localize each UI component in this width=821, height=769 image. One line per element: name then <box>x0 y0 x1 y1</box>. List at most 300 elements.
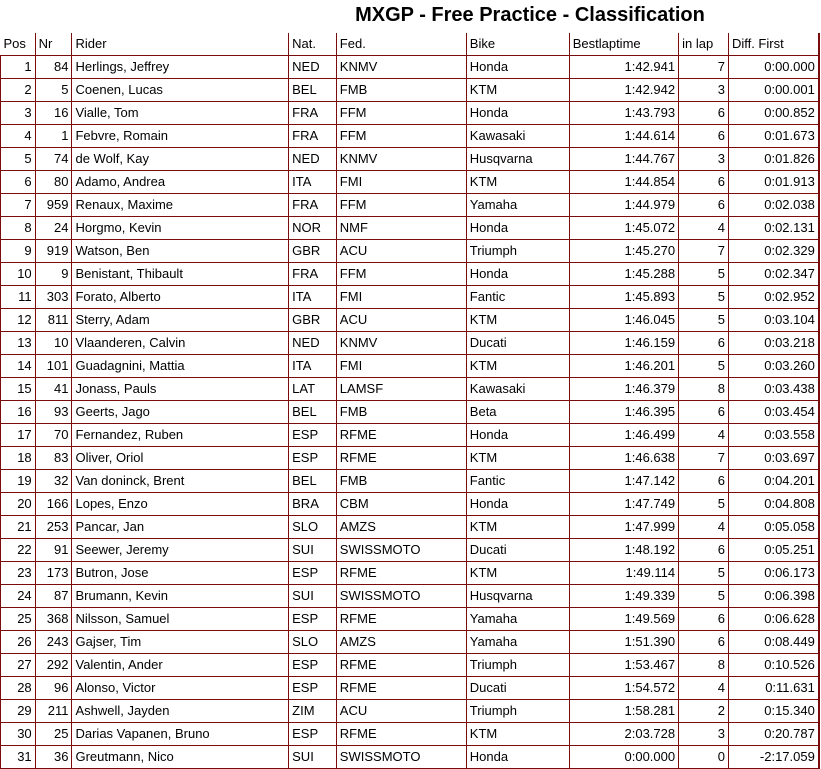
cell-bestlaptime: 1:44.979 <box>569 194 678 217</box>
cell-diff-first: 0:03.454 <box>728 401 818 424</box>
cell-diff-first: 0:02.131 <box>728 217 818 240</box>
cell-in-lap: 6 <box>679 194 729 217</box>
cell-nr: 5 <box>35 79 72 102</box>
cell-nat: ESP <box>289 723 337 746</box>
cell-nr: 87 <box>35 585 72 608</box>
cell-bestlaptime: 1:46.201 <box>569 355 678 378</box>
cell-nat: ZIM <box>289 700 337 723</box>
cell-bike: Honda <box>466 493 569 516</box>
cell-fed: FFM <box>336 125 466 148</box>
cell-in-lap: 4 <box>679 424 729 447</box>
table-row <box>1 378 820 401</box>
cell-fed: LAMSF <box>336 378 466 401</box>
cell-diff-first: 0:02.952 <box>728 286 818 309</box>
cell-rider: Seewer, Jeremy <box>72 539 289 562</box>
cell-extra <box>818 493 819 516</box>
cell-nr: 959 <box>35 194 72 217</box>
cell-pos: 19 <box>1 470 36 493</box>
cell-fed: KNMV <box>336 332 466 355</box>
cell-bike: Honda <box>466 746 569 769</box>
cell-diff-first: 0:04.201 <box>728 470 818 493</box>
cell-bestlaptime: 1:47.999 <box>569 516 678 539</box>
cell-in-lap: 6 <box>679 401 729 424</box>
classification-table <box>0 33 820 769</box>
table-row <box>1 194 820 217</box>
cell-extra <box>818 677 819 700</box>
cell-diff-first: 0:15.340 <box>728 700 818 723</box>
cell-diff-first: 0:05.251 <box>728 539 818 562</box>
table-row <box>1 332 820 355</box>
cell-rider: Ashwell, Jayden <box>72 700 289 723</box>
cell-rider: Pancar, Jan <box>72 516 289 539</box>
cell-rider: Vialle, Tom <box>72 102 289 125</box>
cell-bike: KTM <box>466 723 569 746</box>
column-header-fed: Fed. <box>336 33 466 56</box>
cell-extra <box>818 309 819 332</box>
cell-diff-first: 0:10.526 <box>728 654 818 677</box>
cell-nr: 32 <box>35 470 72 493</box>
cell-fed: FMB <box>336 401 466 424</box>
cell-fed: ACU <box>336 309 466 332</box>
table-row <box>1 447 820 470</box>
cell-diff-first: 0:01.673 <box>728 125 818 148</box>
cell-nr: 303 <box>35 286 72 309</box>
cell-extra <box>818 378 819 401</box>
column-header-in-lap: in lap <box>679 33 729 56</box>
cell-bike: Husqvarna <box>466 148 569 171</box>
cell-extra <box>818 240 819 263</box>
cell-rider: Butron, Jose <box>72 562 289 585</box>
cell-nat: GBR <box>289 240 337 263</box>
cell-in-lap: 5 <box>679 263 729 286</box>
cell-nat: FRA <box>289 102 337 125</box>
cell-in-lap: 7 <box>679 447 729 470</box>
cell-extra <box>818 194 819 217</box>
cell-nr: 70 <box>35 424 72 447</box>
cell-pos: 15 <box>1 378 36 401</box>
column-header-extra <box>818 33 819 56</box>
cell-bestlaptime: 1:54.572 <box>569 677 678 700</box>
cell-bike: Honda <box>466 102 569 125</box>
cell-fed: ACU <box>336 240 466 263</box>
cell-in-lap: 2 <box>679 700 729 723</box>
cell-bestlaptime: 1:46.379 <box>569 378 678 401</box>
cell-in-lap: 5 <box>679 562 729 585</box>
cell-fed: AMZS <box>336 516 466 539</box>
cell-bestlaptime: 1:45.270 <box>569 240 678 263</box>
cell-in-lap: 4 <box>679 677 729 700</box>
cell-pos: 1 <box>1 56 36 79</box>
cell-bike: KTM <box>466 562 569 585</box>
cell-extra <box>818 562 819 585</box>
table-row <box>1 562 820 585</box>
cell-nat: FRA <box>289 125 337 148</box>
cell-extra <box>818 447 819 470</box>
cell-in-lap: 4 <box>679 217 729 240</box>
cell-diff-first: 0:00.001 <box>728 79 818 102</box>
cell-nat: ESP <box>289 677 337 700</box>
cell-pos: 7 <box>1 194 36 217</box>
cell-fed: FFM <box>336 263 466 286</box>
table-row <box>1 746 820 769</box>
cell-in-lap: 6 <box>679 470 729 493</box>
cell-fed: CBM <box>336 493 466 516</box>
cell-in-lap: 8 <box>679 654 729 677</box>
table-row <box>1 631 820 654</box>
cell-rider: Brumann, Kevin <box>72 585 289 608</box>
cell-bike: KTM <box>466 309 569 332</box>
cell-nr: 91 <box>35 539 72 562</box>
cell-pos: 22 <box>1 539 36 562</box>
cell-rider: Gajser, Tim <box>72 631 289 654</box>
cell-bestlaptime: 1:49.114 <box>569 562 678 585</box>
cell-diff-first: 0:03.558 <box>728 424 818 447</box>
cell-diff-first: 0:03.218 <box>728 332 818 355</box>
cell-fed: FMI <box>336 286 466 309</box>
column-header-nr: Nr <box>35 33 72 56</box>
cell-pos: 27 <box>1 654 36 677</box>
cell-nr: 1 <box>35 125 72 148</box>
table-row <box>1 171 820 194</box>
cell-nat: ESP <box>289 447 337 470</box>
cell-diff-first: 0:02.347 <box>728 263 818 286</box>
cell-diff-first: 0:01.826 <box>728 148 818 171</box>
cell-rider: Guadagnini, Mattia <box>72 355 289 378</box>
cell-extra <box>818 286 819 309</box>
cell-nat: SUI <box>289 539 337 562</box>
cell-rider: Jonass, Pauls <box>72 378 289 401</box>
cell-pos: 3 <box>1 102 36 125</box>
cell-rider: Fernandez, Ruben <box>72 424 289 447</box>
cell-bestlaptime: 1:46.499 <box>569 424 678 447</box>
cell-extra <box>818 125 819 148</box>
cell-fed: FMI <box>336 171 466 194</box>
cell-bike: KTM <box>466 516 569 539</box>
table-row <box>1 401 820 424</box>
cell-fed: RFME <box>336 562 466 585</box>
cell-fed: RFME <box>336 723 466 746</box>
cell-fed: SWISSMOTO <box>336 746 466 769</box>
cell-fed: KNMV <box>336 56 466 79</box>
table-row <box>1 424 820 447</box>
cell-extra <box>818 332 819 355</box>
cell-rider: de Wolf, Kay <box>72 148 289 171</box>
cell-bestlaptime: 1:51.390 <box>569 631 678 654</box>
cell-bike: Ducati <box>466 539 569 562</box>
cell-bestlaptime: 1:46.395 <box>569 401 678 424</box>
column-header-rider: Rider <box>72 33 289 56</box>
cell-bike: KTM <box>466 79 569 102</box>
cell-fed: RFME <box>336 654 466 677</box>
cell-pos: 28 <box>1 677 36 700</box>
cell-extra <box>818 631 819 654</box>
table-row <box>1 79 820 102</box>
table-row <box>1 355 820 378</box>
cell-bike: Triumph <box>466 700 569 723</box>
cell-bestlaptime: 1:48.192 <box>569 539 678 562</box>
cell-fed: KNMV <box>336 148 466 171</box>
cell-bestlaptime: 2:03.728 <box>569 723 678 746</box>
cell-nr: 74 <box>35 148 72 171</box>
cell-fed: AMZS <box>336 631 466 654</box>
cell-nat: BRA <box>289 493 337 516</box>
cell-extra <box>818 470 819 493</box>
cell-in-lap: 5 <box>679 286 729 309</box>
cell-bike: KTM <box>466 447 569 470</box>
cell-in-lap: 7 <box>679 240 729 263</box>
cell-pos: 8 <box>1 217 36 240</box>
cell-bestlaptime: 1:43.793 <box>569 102 678 125</box>
cell-fed: ACU <box>336 700 466 723</box>
cell-diff-first: 0:06.628 <box>728 608 818 631</box>
cell-bike: Beta <box>466 401 569 424</box>
cell-extra <box>818 56 819 79</box>
cell-rider: Renaux, Maxime <box>72 194 289 217</box>
cell-bestlaptime: 1:49.339 <box>569 585 678 608</box>
cell-extra <box>818 217 819 240</box>
cell-fed: SWISSMOTO <box>336 585 466 608</box>
cell-diff-first: 0:08.449 <box>728 631 818 654</box>
cell-nr: 292 <box>35 654 72 677</box>
cell-fed: FMI <box>336 355 466 378</box>
cell-pos: 2 <box>1 79 36 102</box>
cell-rider: Lopes, Enzo <box>72 493 289 516</box>
cell-bike: Yamaha <box>466 608 569 631</box>
table-row <box>1 516 820 539</box>
cell-in-lap: 6 <box>679 608 729 631</box>
cell-bestlaptime: 1:47.749 <box>569 493 678 516</box>
cell-pos: 30 <box>1 723 36 746</box>
cell-extra <box>818 355 819 378</box>
table-row <box>1 585 820 608</box>
cell-bike: Fantic <box>466 286 569 309</box>
cell-pos: 9 <box>1 240 36 263</box>
table-header-row <box>1 33 820 56</box>
table-row <box>1 148 820 171</box>
cell-pos: 10 <box>1 263 36 286</box>
cell-diff-first: 0:06.173 <box>728 562 818 585</box>
cell-rider: Vlaanderen, Calvin <box>72 332 289 355</box>
cell-nr: 80 <box>35 171 72 194</box>
cell-nr: 16 <box>35 102 72 125</box>
table-row <box>1 654 820 677</box>
cell-bike: Honda <box>466 424 569 447</box>
cell-nat: ESP <box>289 654 337 677</box>
cell-bestlaptime: 1:49.569 <box>569 608 678 631</box>
cell-bike: Kawasaki <box>466 378 569 401</box>
cell-extra <box>818 148 819 171</box>
cell-pos: 17 <box>1 424 36 447</box>
cell-nr: 811 <box>35 309 72 332</box>
cell-fed: RFME <box>336 677 466 700</box>
cell-nat: SLO <box>289 631 337 654</box>
cell-rider: Benistant, Thibault <box>72 263 289 286</box>
cell-in-lap: 3 <box>679 723 729 746</box>
table-row <box>1 286 820 309</box>
cell-nat: BEL <box>289 401 337 424</box>
cell-diff-first: 0:00.852 <box>728 102 818 125</box>
cell-nr: 243 <box>35 631 72 654</box>
table-row <box>1 493 820 516</box>
cell-in-lap: 6 <box>679 125 729 148</box>
cell-extra <box>818 539 819 562</box>
column-header-bike: Bike <box>466 33 569 56</box>
cell-bestlaptime: 0:00.000 <box>569 746 678 769</box>
cell-diff-first: 0:20.787 <box>728 723 818 746</box>
cell-bike: Ducati <box>466 332 569 355</box>
cell-pos: 14 <box>1 355 36 378</box>
cell-pos: 20 <box>1 493 36 516</box>
cell-fed: RFME <box>336 608 466 631</box>
cell-fed: RFME <box>336 447 466 470</box>
cell-nat: SLO <box>289 516 337 539</box>
cell-nat: SUI <box>289 585 337 608</box>
cell-nr: 173 <box>35 562 72 585</box>
cell-pos: 21 <box>1 516 36 539</box>
cell-in-lap: 6 <box>679 539 729 562</box>
cell-rider: Van doninck, Brent <box>72 470 289 493</box>
cell-bestlaptime: 1:53.467 <box>569 654 678 677</box>
cell-in-lap: 6 <box>679 102 729 125</box>
cell-bestlaptime: 1:47.142 <box>569 470 678 493</box>
cell-extra <box>818 746 819 769</box>
cell-in-lap: 5 <box>679 309 729 332</box>
cell-nat: ESP <box>289 562 337 585</box>
table-row <box>1 263 820 286</box>
cell-nr: 166 <box>35 493 72 516</box>
cell-diff-first: 0:11.631 <box>728 677 818 700</box>
cell-bike: Triumph <box>466 654 569 677</box>
cell-nat: FRA <box>289 263 337 286</box>
table-row <box>1 56 820 79</box>
cell-pos: 24 <box>1 585 36 608</box>
cell-bestlaptime: 1:42.942 <box>569 79 678 102</box>
table-row <box>1 125 820 148</box>
cell-diff-first: 0:02.329 <box>728 240 818 263</box>
cell-nr: 101 <box>35 355 72 378</box>
cell-nat: ITA <box>289 171 337 194</box>
cell-nr: 84 <box>35 56 72 79</box>
cell-nat: NED <box>289 56 337 79</box>
cell-bike: Honda <box>466 56 569 79</box>
cell-rider: Forato, Alberto <box>72 286 289 309</box>
cell-diff-first: 0:01.913 <box>728 171 818 194</box>
cell-nat: ESP <box>289 424 337 447</box>
cell-pos: 12 <box>1 309 36 332</box>
cell-rider: Alonso, Victor <box>72 677 289 700</box>
cell-rider: Geerts, Jago <box>72 401 289 424</box>
cell-extra <box>818 79 819 102</box>
cell-bestlaptime: 1:45.072 <box>569 217 678 240</box>
cell-diff-first: -2:17.059 <box>728 746 818 769</box>
cell-diff-first: 0:03.438 <box>728 378 818 401</box>
table-row <box>1 309 820 332</box>
cell-pos: 31 <box>1 746 36 769</box>
cell-bestlaptime: 1:46.159 <box>569 332 678 355</box>
cell-diff-first: 0:03.104 <box>728 309 818 332</box>
cell-nat: FRA <box>289 194 337 217</box>
cell-nat: NED <box>289 148 337 171</box>
cell-nat: ITA <box>289 286 337 309</box>
cell-rider: Oliver, Oriol <box>72 447 289 470</box>
cell-extra <box>818 608 819 631</box>
cell-nat: BEL <box>289 470 337 493</box>
cell-rider: Valentin, Ander <box>72 654 289 677</box>
cell-diff-first: 0:03.260 <box>728 355 818 378</box>
cell-bestlaptime: 1:44.767 <box>569 148 678 171</box>
cell-bike: Honda <box>466 263 569 286</box>
cell-extra <box>818 654 819 677</box>
table-row <box>1 102 820 125</box>
cell-bestlaptime: 1:45.893 <box>569 286 678 309</box>
cell-fed: RFME <box>336 424 466 447</box>
table-row <box>1 470 820 493</box>
cell-in-lap: 0 <box>679 746 729 769</box>
cell-rider: Greutmann, Nico <box>72 746 289 769</box>
cell-pos: 13 <box>1 332 36 355</box>
cell-bike: KTM <box>466 355 569 378</box>
cell-nr: 10 <box>35 332 72 355</box>
cell-in-lap: 3 <box>679 79 729 102</box>
cell-bike: Ducati <box>466 677 569 700</box>
cell-bike: Husqvarna <box>466 585 569 608</box>
cell-nat: ITA <box>289 355 337 378</box>
cell-rider: Coenen, Lucas <box>72 79 289 102</box>
cell-in-lap: 5 <box>679 493 729 516</box>
cell-fed: FMB <box>336 470 466 493</box>
cell-extra <box>818 424 819 447</box>
cell-bike: Honda <box>466 217 569 240</box>
cell-in-lap: 5 <box>679 355 729 378</box>
cell-nat: NOR <box>289 217 337 240</box>
cell-pos: 29 <box>1 700 36 723</box>
cell-nr: 36 <box>35 746 72 769</box>
cell-diff-first: 0:06.398 <box>728 585 818 608</box>
cell-extra <box>818 401 819 424</box>
cell-extra <box>818 516 819 539</box>
cell-extra <box>818 171 819 194</box>
table-row <box>1 723 820 746</box>
cell-nr: 83 <box>35 447 72 470</box>
cell-diff-first: 0:03.697 <box>728 447 818 470</box>
column-header-nat: Nat. <box>289 33 337 56</box>
column-header-pos: Pos <box>1 33 36 56</box>
cell-nr: 96 <box>35 677 72 700</box>
cell-bestlaptime: 1:58.281 <box>569 700 678 723</box>
cell-rider: Horgmo, Kevin <box>72 217 289 240</box>
cell-pos: 18 <box>1 447 36 470</box>
cell-bike: Yamaha <box>466 631 569 654</box>
page-title: MXGP - Free Practice - Classification <box>355 4 705 26</box>
cell-pos: 6 <box>1 171 36 194</box>
cell-nr: 24 <box>35 217 72 240</box>
table-row <box>1 539 820 562</box>
cell-diff-first: 0:00.000 <box>728 56 818 79</box>
cell-in-lap: 6 <box>679 171 729 194</box>
cell-bike: KTM <box>466 171 569 194</box>
cell-fed: FMB <box>336 79 466 102</box>
cell-in-lap: 6 <box>679 332 729 355</box>
cell-in-lap: 7 <box>679 56 729 79</box>
cell-pos: 23 <box>1 562 36 585</box>
table-row <box>1 217 820 240</box>
cell-bike: Triumph <box>466 240 569 263</box>
cell-nat: BEL <box>289 79 337 102</box>
cell-nr: 25 <box>35 723 72 746</box>
cell-bestlaptime: 1:44.854 <box>569 171 678 194</box>
cell-bike: Fantic <box>466 470 569 493</box>
cell-rider: Sterry, Adam <box>72 309 289 332</box>
